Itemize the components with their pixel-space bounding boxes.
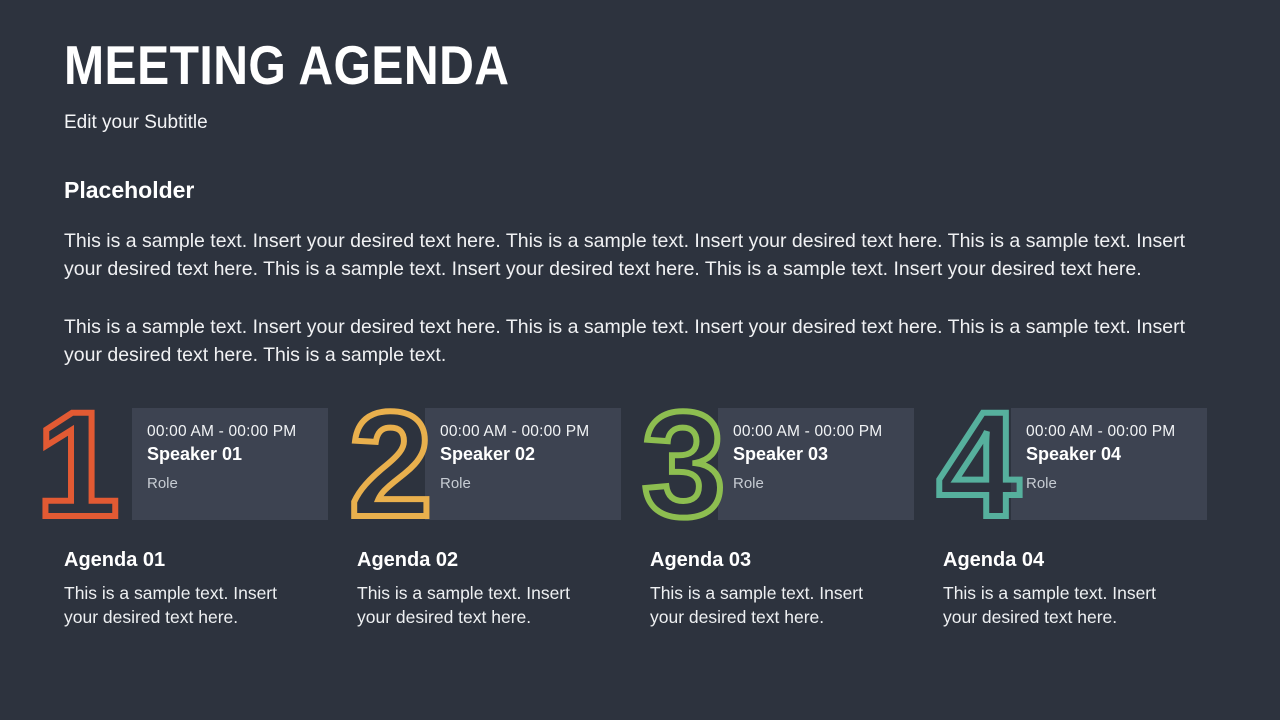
svg-text:3: 3: [642, 380, 726, 548]
body-paragraph-1: This is a sample text. Insert your desired text here. This is a sample text. Insert your desired text here. This is a sample text. Insert your desired text here. This is a sample text. Insert your desired text here. This is a sample text. Insert your desired text here.: [64, 230, 1186, 280]
agenda-description: This is a sample text. Insert your desired text here.: [64, 583, 277, 627]
svg-text:4: 4: [937, 380, 1021, 548]
agenda-heading: Agenda 01: [64, 549, 166, 571]
agenda-description: This is a sample text. Insert your desired text here.: [357, 583, 570, 627]
speaker-name: Speaker 03: [733, 444, 829, 464]
speaker-name: Speaker 02: [440, 444, 536, 464]
number-band: [349, 380, 624, 548]
body-paragraph-2: This is a sample text. Insert your desired text here. This is a sample text. Insert your desired text here. This is a sample text. Insert your desired text here. This is a sample text.: [64, 316, 1186, 366]
speaker-role: Role: [440, 475, 471, 492]
agenda-items-row: [36, 380, 1210, 629]
agenda-heading: Agenda 03: [650, 549, 752, 571]
agenda-item-2: [349, 380, 624, 629]
time-range: 00:00 AM - 00:00 PM: [1026, 423, 1176, 440]
number-band: [937, 380, 1210, 548]
agenda-heading: Agenda 02: [357, 549, 459, 571]
speaker-card: [425, 408, 621, 520]
speaker-role: Role: [733, 475, 764, 492]
number-band: [642, 380, 917, 548]
agenda-heading: Agenda 04: [943, 549, 1045, 571]
agenda-item-4: [937, 380, 1210, 629]
slide-title: MEETING AGENDA: [64, 34, 510, 96]
agenda-item-3: [642, 380, 917, 629]
speaker-name: Speaker 01: [147, 444, 243, 464]
speaker-card: [132, 408, 328, 520]
svg-text:1: 1: [36, 380, 120, 548]
speaker-role: Role: [147, 475, 178, 492]
number-band: [36, 380, 331, 548]
agenda-description: This is a sample text. Insert your desired text here.: [943, 583, 1156, 627]
speaker-role: Role: [1026, 475, 1057, 492]
slide-subtitle: Edit your Subtitle: [64, 112, 208, 133]
speaker-name: Speaker 04: [1026, 444, 1122, 464]
time-range: 00:00 AM - 00:00 PM: [147, 423, 297, 440]
svg-text:2: 2: [349, 380, 433, 548]
section-heading: Placeholder: [64, 177, 195, 203]
time-range: 00:00 AM - 00:00 PM: [440, 423, 590, 440]
speaker-card: [718, 408, 914, 520]
agenda-description: This is a sample text. Insert your desired text here.: [650, 583, 863, 627]
time-range: 00:00 AM - 00:00 PM: [733, 423, 883, 440]
speaker-card: [1011, 408, 1207, 520]
agenda-item-1: [36, 380, 331, 629]
